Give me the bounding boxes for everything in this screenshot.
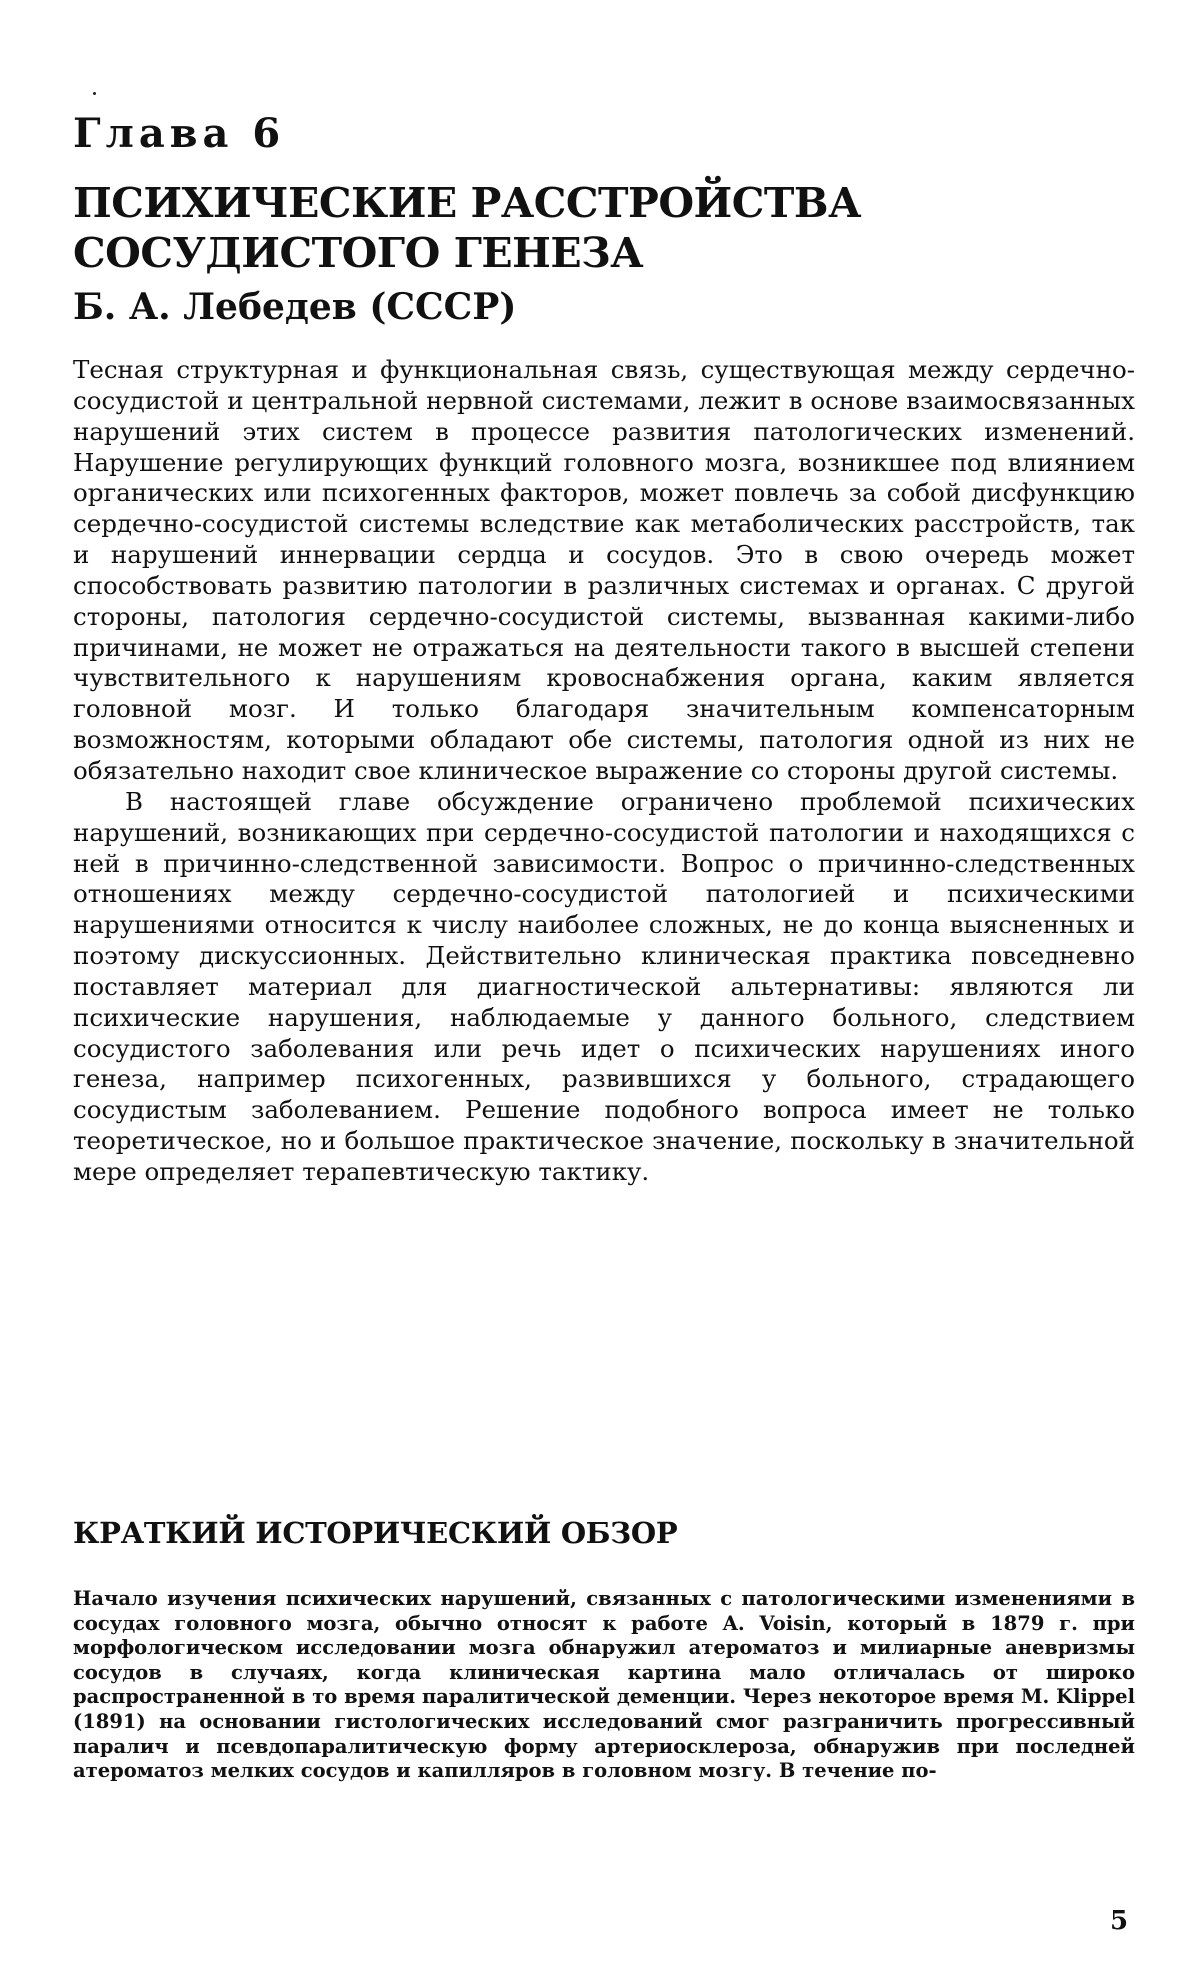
chapter-label: Глава 6 (73, 110, 286, 157)
scan-speck (93, 92, 96, 95)
chapter-title-line-2: СОСУДИСТОГО ГЕНЕЗА (73, 229, 644, 277)
section-heading: КРАТКИЙ ИСТОРИЧЕСКИЙ ОБЗОР (73, 1516, 678, 1550)
book-page (73, 0, 1135, 1967)
section-text: Начало изучения психических нарушений, связанных с патологическими изменениями в сосудах головного мозга, обычно относят к работе A. Voisin, который в 1879 г. при морфологическом исследовании мозга обнаружил атероматоз и милиарные аневризмы сосудов в случаях, когда клиническая картина мало отличалась от широко распространенной в то время паралитической деменции. Через некоторое время M. Klippel (1891) на основании гистологических исследований смог разграничить прогрессивный паралич и псевдопаралитическую форму артериосклероза, обнаружив при последней атероматоз мелких сосудов и капилляров в головном мозгу. В течение по- (73, 1587, 1135, 1783)
chapter-body (73, 355, 1135, 1188)
chapter-author: Б. А. Лебедев (СССР) (73, 286, 517, 328)
body-paragraph-1: Тесная структурная и функциональная связь, существующая между сердечно-сосудистой и центральной нервной системами, лежит в основе взаимосвязанных нарушений этих систем в процессе развития патологических изменений. Нарушение регулирующих функций головного мозга, возникшее под влиянием органических или психогенных факторов, может повлечь за собой дисфункцию сердечно-сосудистой системы вследствие как метаболических расстройств, так и нарушений иннервации сердца и сосудов. Это в свою очередь может способствовать развитию патологии в различных системах и органах. С другой стороны, патология сердечно-сосудистой системы, вызванная какими-либо причинами, не может не отражаться на деятельности такого в высшей степени чувствительного к нарушениям кровоснабжения органа, каким является головной мозг. И только благодаря значительным компенсаторным возможностям, которыми обладают обе системы, патология одной из них не обязательно находит свое клиническое выражение со стороны другой системы. (73, 355, 1135, 785)
chapter-title (73, 178, 861, 278)
body-paragraph-2: В настоящей главе обсуждение ограничено проблемой психических нарушений, возникающих при сердечно-сосудистой патологии и находящихся с ней в причинно-следственной зависимости. Вопрос о причинно-следственных отношениях между сердечно-сосудистой патологией и психическими нарушениями относится к числу наиболее сложных, не до конца выясненных и поэтому дискуссионных. Действительно клиническая практика повседневно поставляет материал для диагностической альтернативы: являются ли психические нарушения, наблюдаемые у данного больного, следствием сосудистого заболевания или речь идет о психических нарушениях иного генеза, например психогенных, развившихся у больного, страдающего сосудистым заболеванием. Решение подобного вопроса имеет не только теоретическое, но и большое практическое значение, поскольку в значительной мере определяет терапевтическую тактику. (73, 786, 1135, 1186)
page-number: 5 (1110, 1906, 1129, 1936)
chapter-title-line-1: ПСИХИЧЕСКИЕ РАССТРОЙСТВА (73, 179, 861, 227)
